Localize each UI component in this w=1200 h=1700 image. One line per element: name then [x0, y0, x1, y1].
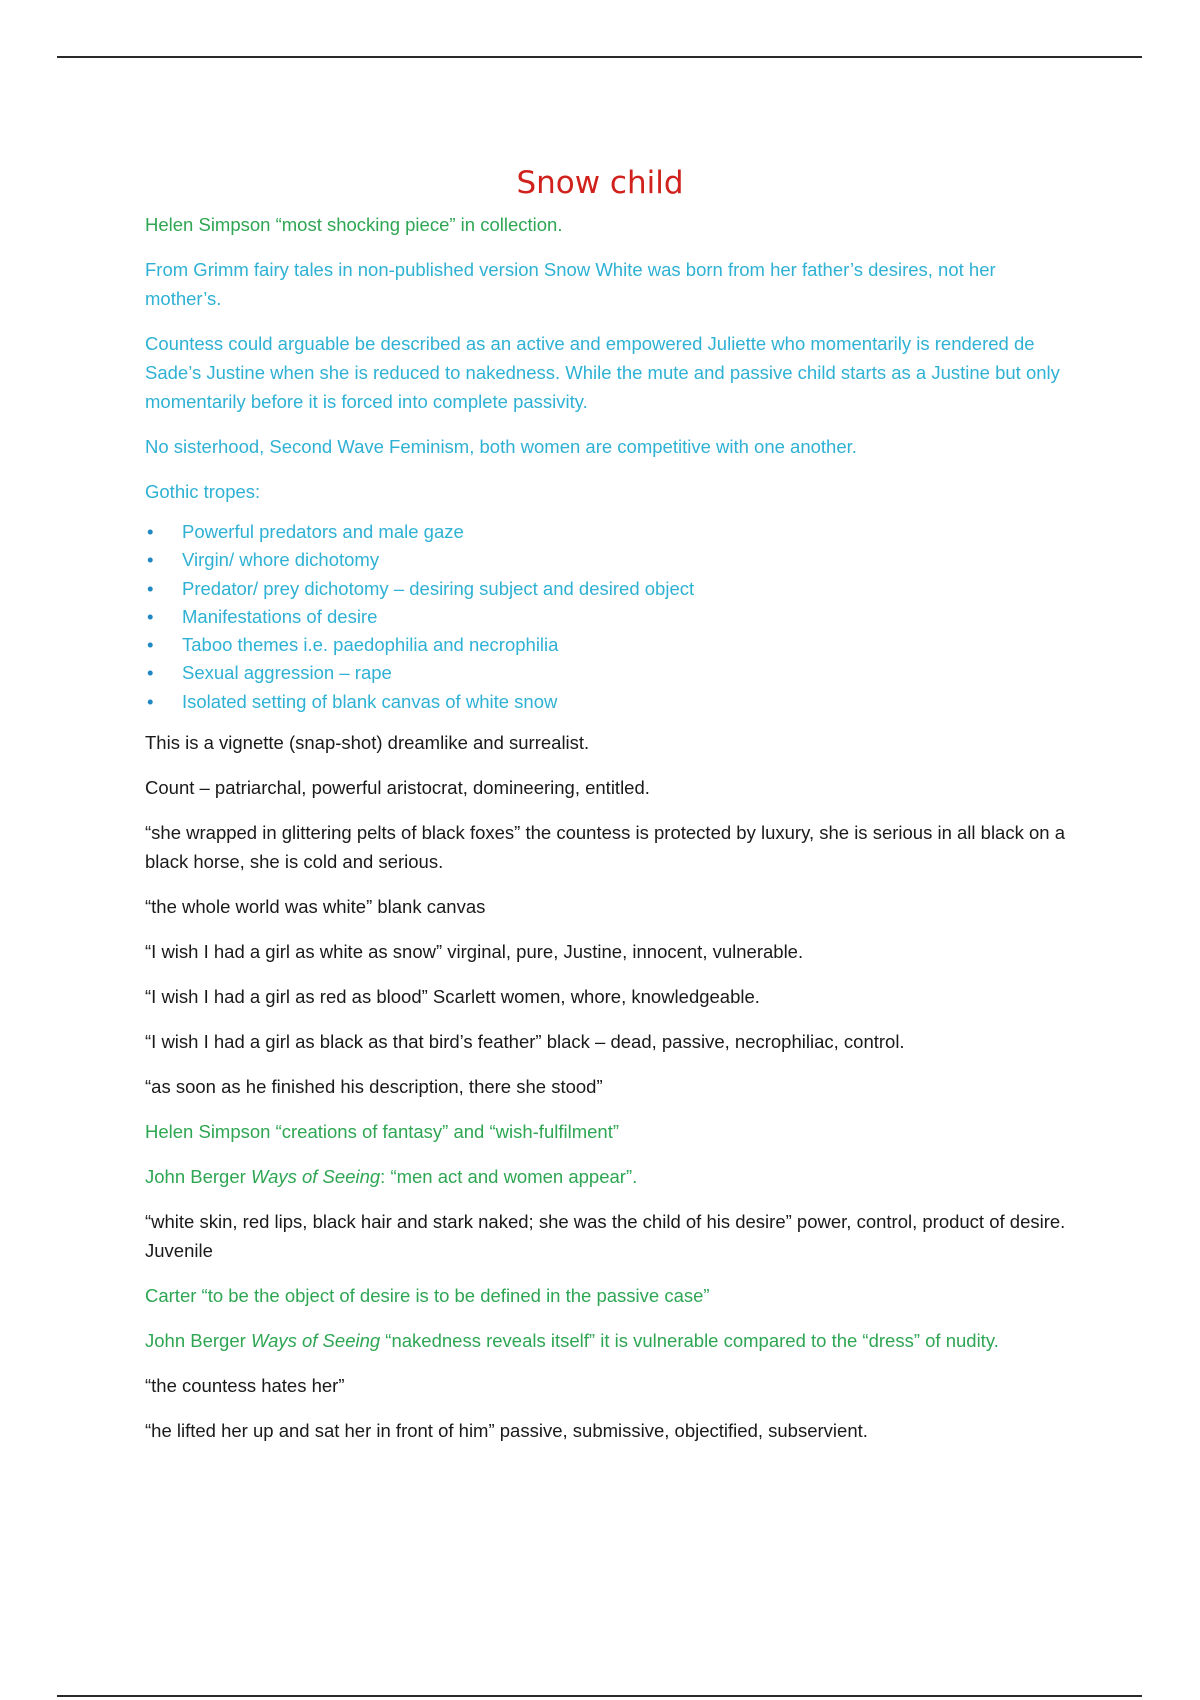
- bullet-icon: •: [147, 662, 154, 684]
- page-title: Snow child: [516, 165, 684, 201]
- paragraph-white-snow: “I wish I had a girl as white as snow” virginal, pure, Justine, innocent, vulnerable.: [145, 941, 804, 963]
- book-title: Ways of Seeing: [250, 1330, 381, 1352]
- paragraph-countess: Countess could arguable be described as an active and empowered Juliette who momentarily is rendered de Sade’s Justine when she is reduced to nakedness. While the mute and passive child starts as a Justine but only momentarily before it is forced into complete passivity.: [145, 333, 1060, 412]
- list-item: • Predator/ prey dichotomy – desiring subject and desired object: [145, 575, 1075, 603]
- list-item: • Taboo themes i.e. paedophilia and necrophilia: [145, 631, 1075, 659]
- bullet-icon: •: [147, 549, 154, 571]
- paragraph-count: Count – patriarchal, powerful aristocrat, domineering, entitled.: [145, 777, 650, 799]
- list-item: • Sexual aggression – rape: [145, 659, 1075, 687]
- paragraph-simpson-quote: Helen Simpson “most shocking piece” in collection.: [145, 214, 563, 235]
- paragraph-sisterhood: No sisterhood, Second Wave Feminism, both women are competitive with one another.: [145, 436, 857, 457]
- paragraph-carter: Carter “to be the object of desire is to be defined in the passive case”: [145, 1285, 710, 1307]
- list-item: • Powerful predators and male gaze: [145, 518, 1075, 546]
- paragraph-countess-hates: “the countess hates her”: [145, 1375, 345, 1397]
- paragraph-berger-appear: John Berger Ways of Seeing: “men act and women appear”.: [145, 1166, 638, 1188]
- document-body: [145, 210, 1075, 1461]
- gothic-tropes-list: [145, 518, 1075, 716]
- bullet-icon: •: [147, 577, 154, 599]
- paragraph-simpson-fantasy: Helen Simpson “creations of fantasy” and “wish-fulfilment”: [145, 1121, 619, 1143]
- bullet-icon: •: [147, 521, 154, 542]
- top-rule: [57, 56, 1142, 58]
- bullet-icon: •: [147, 634, 154, 656]
- book-title: Ways of Seeing: [250, 1166, 381, 1188]
- paragraph-berger-nakedness: John Berger Ways of Seeing “nakedness reveals itself” it is vulnerable compared to the “dress” of nudity.: [145, 1330, 999, 1352]
- bottom-rule: [57, 1695, 1142, 1697]
- paragraph-vignette: This is a vignette (snap-shot) dreamlike and surrealist.: [145, 732, 590, 754]
- list-item: • Manifestations of desire: [145, 603, 1075, 631]
- list-item: • Isolated setting of blank canvas of white snow: [145, 688, 1075, 716]
- paragraph-black-foxes: “she wrapped in glittering pelts of black foxes” the countess is protected by luxury, she is serious in all black on a black horse, she is cold and serious.: [145, 822, 1065, 873]
- bullet-icon: •: [147, 605, 154, 627]
- paragraph-lifted-her: “he lifted her up and sat her in front of him” passive, submissive, objectified, subservient.: [145, 1420, 868, 1442]
- paragraph-red-blood: “I wish I had a girl as red as blood” Scarlett women, whore, knowledgeable.: [145, 986, 760, 1008]
- paragraph-white-skin: “white skin, red lips, black hair and stark naked; she was the child of his desire” power, control, product of desire. Juvenile: [145, 1211, 1066, 1262]
- bullet-icon: •: [147, 690, 154, 712]
- paragraph-white-world: “the whole world was white” blank canvas: [145, 896, 486, 918]
- paragraph-black-feather: “I wish I had a girl as black as that bird’s feather” black – dead, passive, necrophiliac, control.: [145, 1031, 905, 1053]
- paragraph-description: “as soon as he finished his description, there she stood”: [145, 1076, 603, 1098]
- paragraph-grimm: From Grimm fairy tales in non-published version Snow White was born from her father’s desires, not her mother’s.: [145, 259, 996, 309]
- list-item: • Virgin/ whore dichotomy: [145, 546, 1075, 574]
- gothic-tropes-heading: Gothic tropes:: [145, 481, 261, 502]
